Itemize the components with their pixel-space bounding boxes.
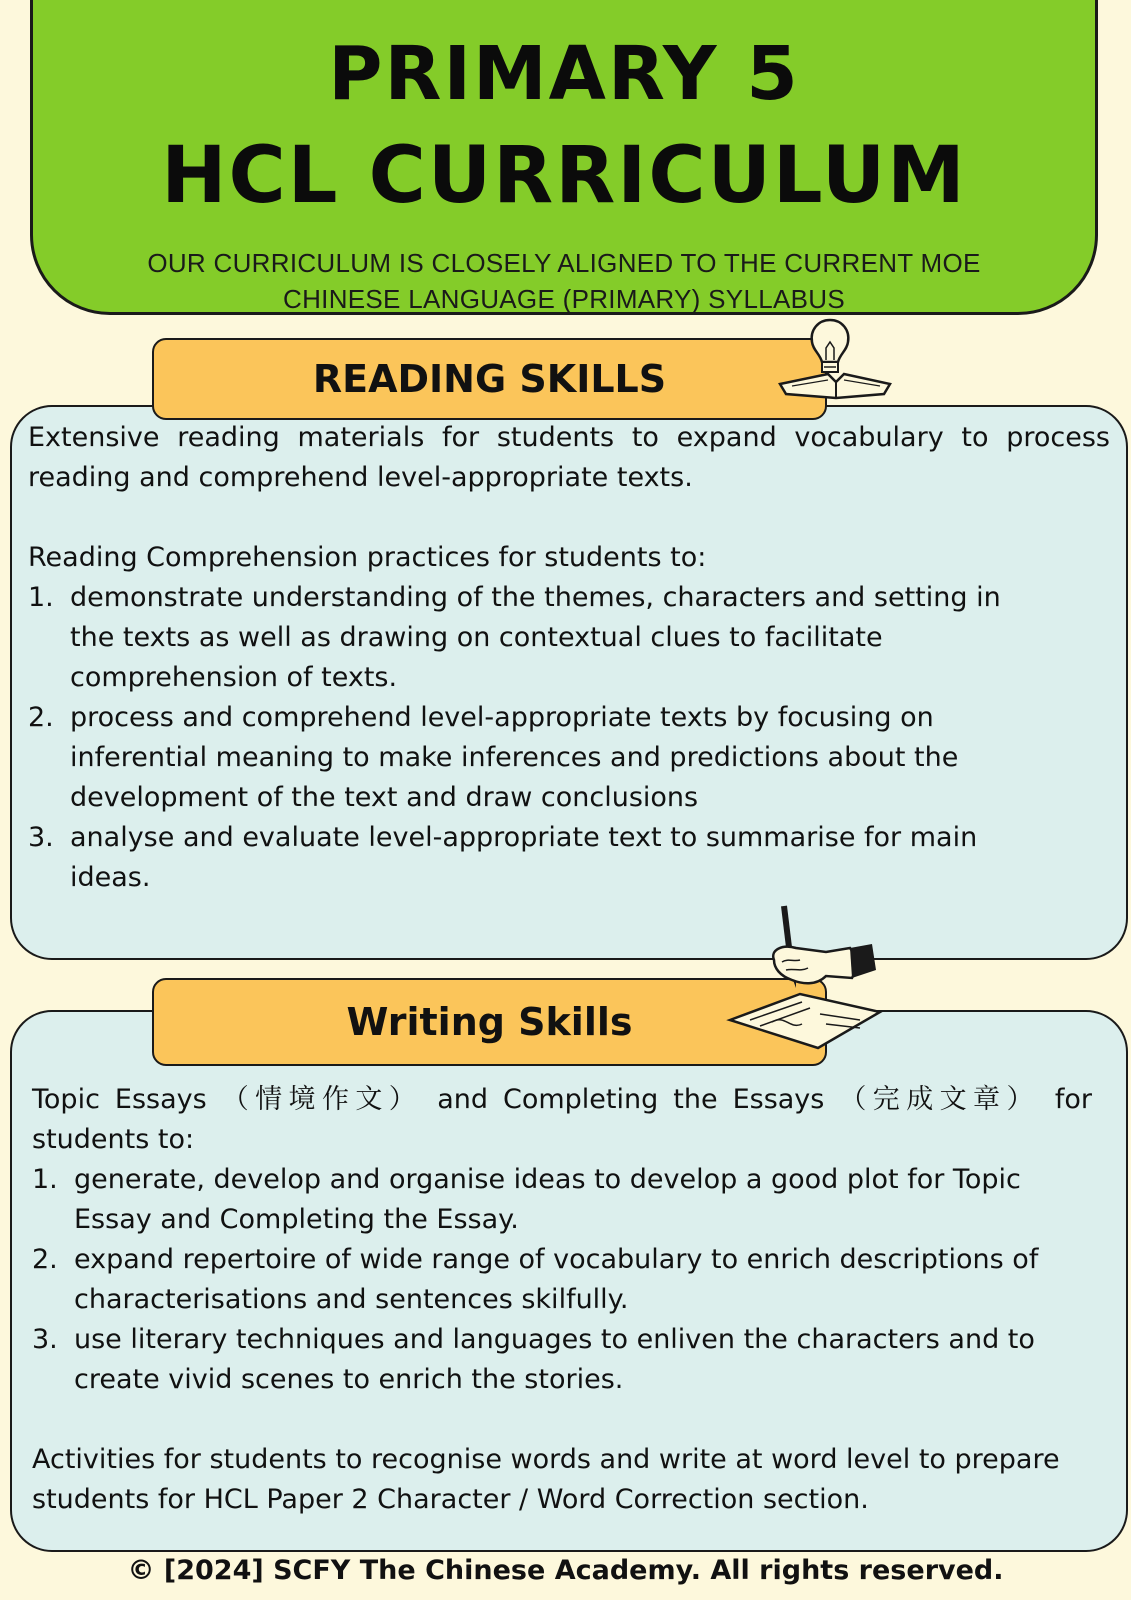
- subtitle-line2: CHINESE LANGUAGE (PRIMARY) SYLLABUS: [283, 284, 845, 314]
- page-title-line2: HCL CURRICULUM: [161, 131, 967, 221]
- hand-writing-icon: [730, 902, 890, 1052]
- copyright-footer: © [2024] SCFY The Chinese Academy. All rights reserved.: [127, 1555, 1004, 1586]
- header-banner: [30, 0, 1098, 315]
- reading-intro-line2: reading and comprehend level-appropriate texts.: [28, 462, 693, 493]
- lightbulb-book-icon: [780, 312, 895, 404]
- writing-intro-line1: Topic Essays （情境作文） and Completing the Essays （完成文章） for: [32, 1084, 1092, 1115]
- writing-intro-line2: students to:: [32, 1124, 195, 1155]
- writing-outro-line1: Activities for students to recognise words and write at word level to prepare: [32, 1444, 1060, 1475]
- writing-outro-line2: students for HCL Paper 2 Character / Word Correction section.: [32, 1484, 869, 1515]
- reading-heading: READING SKILLS: [152, 338, 827, 420]
- reading-intro-line1: Extensive reading materials for students to expand vocabulary to process: [28, 422, 1110, 453]
- reading-list-intro: Reading Comprehension practices for students to:: [28, 542, 707, 573]
- page-title-line1: PRIMARY 5: [328, 31, 800, 117]
- page-subtitle: [73, 245, 1055, 317]
- subtitle-line1: OUR CURRICULUM IS CLOSELY ALIGNED TO THE CURRENT MOE: [147, 248, 981, 278]
- writing-heading: Writing Skills: [152, 978, 827, 1066]
